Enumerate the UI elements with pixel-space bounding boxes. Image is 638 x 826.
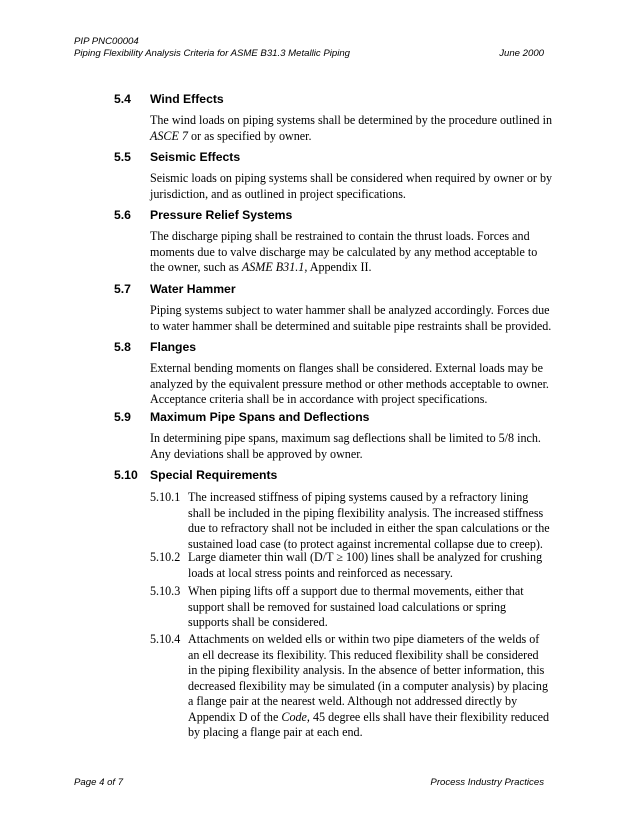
reference-code: Code, (281, 709, 310, 724)
section-heading (114, 208, 554, 223)
subsection-text: Large diameter thin wall (D/T ≥ 100) lines shall be analyzed for crushing loads at local stress points and reinforced as necessary. (188, 550, 543, 580)
section-number: 5.9 (114, 410, 131, 424)
subsection-5-10-3 (150, 584, 550, 631)
subsection-number: 5.10.2 (150, 550, 181, 564)
text-run: or as specified by owner. (187, 128, 312, 143)
text-run: The wind loads on piping systems shall be determined by the procedure outlined in (150, 113, 553, 127)
subsection-number: 5.10.4 (150, 632, 181, 646)
subsection-text (188, 632, 550, 741)
subsection-text: The increased stiffness of piping systems caused by a refractory lining shall be included in the piping flexibility analysis. The increased stiffness due to refractory shall not be included in either the span calculations or the sustained load case (to protect against incremental collapse due to creep). (188, 490, 550, 551)
section-number: 5.4 (114, 92, 131, 106)
text-run: Attachments on welded ells or within two pipe diameters of the welds of an ell decrease its flexibility. This reduced flexibility shall be considered in the piping flexibility analysis. In the absence of better information, this decreased flexibility may be simulated (in a computer analysis) by placing a flange pair at the nearest weld. Although not addressed directly by Appendix D of the (188, 632, 549, 724)
header-doc-id: PIP PNC00004 (74, 36, 139, 47)
section-heading (114, 92, 554, 107)
section-5-4 (114, 92, 554, 144)
section-number: 5.8 (114, 340, 131, 354)
section-number: 5.7 (114, 282, 131, 296)
subsection-number: 5.10.1 (150, 490, 181, 504)
section-title: Maximum Pipe Spans and Deflections (150, 410, 370, 424)
subsection-text: When piping lifts off a support due to thermal movements, either that support shall be removed for sustained load calculations or spring supports shall be considered. (188, 584, 524, 629)
text-run: Appendix II. (307, 260, 372, 274)
text-run: The discharge piping shall be restrained to contain the thrust loads. Forces and moments due to valve discharge may be calculated by any method acceptable to the owner, such as (150, 229, 538, 274)
subsection-5-10-2 (150, 550, 550, 581)
section-title: Flanges (150, 340, 197, 354)
subsection-number: 5.10.3 (150, 584, 181, 598)
section-5-7 (114, 282, 554, 334)
section-heading (114, 340, 554, 355)
section-heading (114, 282, 554, 297)
text-run: 45 degree ells shall have their flexibility reduced by placing a flange pair at each end. (188, 709, 550, 739)
section-text: External bending moments on flanges shall be considered. External loads may be analyzed by the equivalent pressure method or other methods acceptable to owner. Acceptance criteria shall be in accordance with project specifications. (150, 361, 549, 406)
reference-asme-b31-1: ASME B31.1, (241, 260, 308, 274)
section-text: Piping systems subject to water hammer shall be analyzed accordingly. Forces due to water hammer shall be determined and suitable pipe restraints shall be provided. (150, 303, 552, 333)
footer-publisher: Process Industry Practices (430, 777, 544, 788)
section-title: Wind Effects (150, 92, 224, 106)
section-heading (114, 468, 554, 483)
section-title: Pressure Relief Systems (150, 208, 293, 222)
section-title: Special Requirements (150, 468, 278, 482)
section-text: Seismic loads on piping systems shall be considered when required by owner or by jurisdiction, and as outlined in project specifications. (150, 171, 553, 201)
section-5-8 (114, 340, 554, 408)
section-5-10 (114, 468, 554, 483)
section-title: Water Hammer (150, 282, 236, 296)
section-heading (114, 410, 554, 425)
section-text: In determining pipe spans, maximum sag deflections shall be limited to 5/8 inch. Any deviations shall be approved by owner. (150, 431, 541, 461)
section-text (150, 113, 554, 144)
section-5-6 (114, 208, 554, 276)
section-number: 5.10 (114, 468, 138, 482)
subsection-5-10-4 (150, 632, 550, 741)
section-number: 5.6 (114, 208, 131, 222)
reference-asce-7: ASCE 7 (150, 128, 188, 143)
footer-page-number: Page 4 of 7 (74, 777, 124, 788)
header-doc-title: Piping Flexibility Analysis Criteria for ASME B31.3 Metallic Piping (74, 48, 351, 59)
subsection-5-10-1 (150, 490, 550, 552)
section-5-5 (114, 150, 554, 202)
header-date: June 2000 (499, 48, 544, 59)
section-text (150, 229, 554, 276)
section-heading (114, 150, 554, 165)
section-title: Seismic Effects (150, 150, 241, 164)
section-number: 5.5 (114, 150, 131, 164)
section-5-9 (114, 410, 554, 462)
